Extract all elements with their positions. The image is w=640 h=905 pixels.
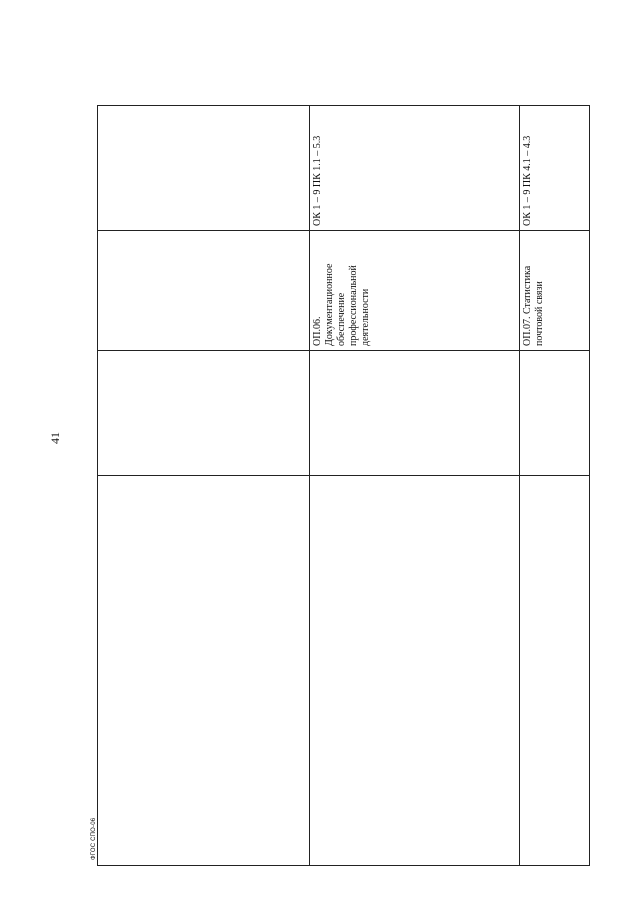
hours-cell	[310, 476, 520, 866]
competency-table	[97, 36, 589, 866]
codes-cell: ОК 1 – 9 ПК 4.1 – 4.3	[520, 106, 590, 231]
page-number: 41	[48, 432, 62, 444]
discipline-cell	[98, 231, 310, 351]
hours-cell	[520, 476, 590, 866]
codes-cell	[98, 106, 310, 231]
table-row	[310, 36, 520, 866]
hours-cell	[98, 476, 310, 866]
discipline-cell: ОП.07. Статистика почтовой связи	[520, 231, 590, 351]
table-row	[98, 36, 310, 866]
hours2-cell	[98, 351, 310, 476]
hours2-cell	[520, 351, 590, 476]
table-row	[520, 36, 590, 866]
footer-label: ФГОС СПО-06	[91, 817, 97, 860]
codes-cell: ОК 1 – 9 ПК 1.1 – 5.3	[310, 106, 520, 231]
discipline-cell: ОП.06. Документационное обеспечение профессиональной деятельности	[310, 231, 520, 351]
hours2-cell	[310, 351, 520, 476]
